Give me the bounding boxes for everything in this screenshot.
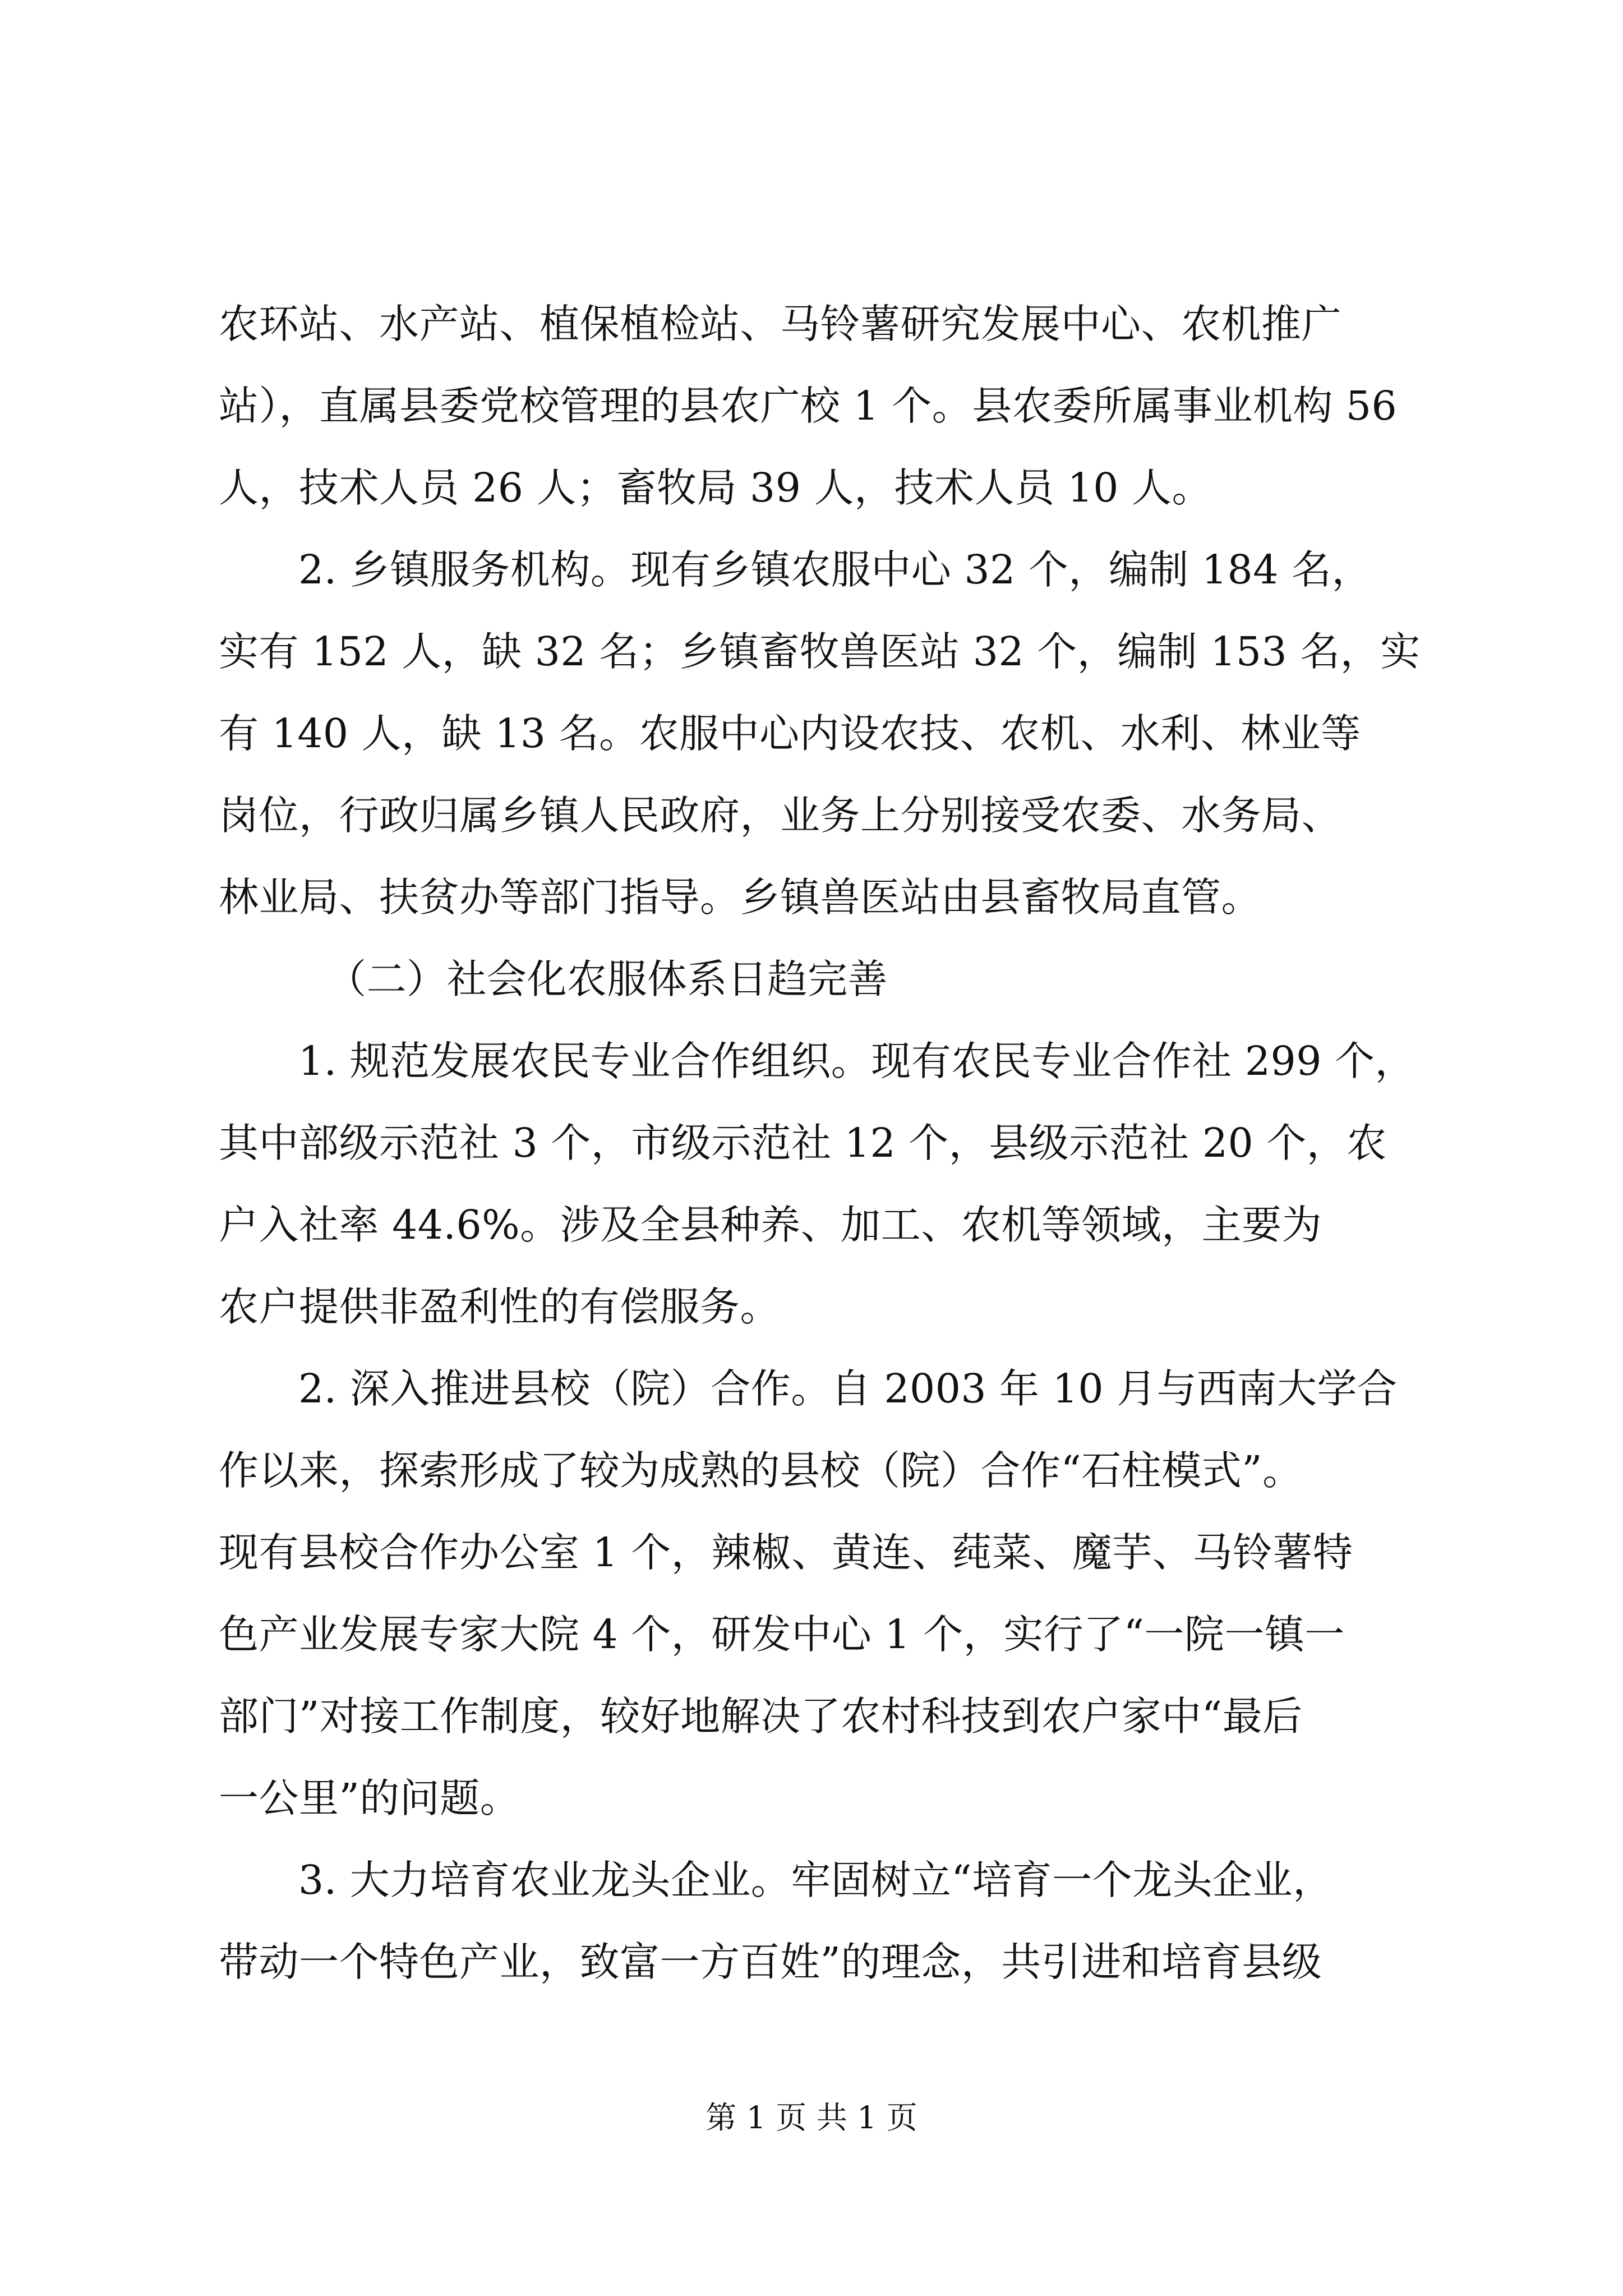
text-line: 3. 大力培育农业龙头企业。牢固树立“培育一个龙头企业， (298, 1857, 1333, 1903)
text-line: 农环站、水产站、植保植检站、马铃薯研究发展中心、农机推广 (219, 301, 1342, 347)
text-line: 作以来，探索形成了较为成熟的县校（院）合作“石柱模式”。 (219, 1447, 1303, 1494)
text-line: 1. 规范发展农民专业合作组织。现有农民专业合作社 299 个， (298, 1038, 1415, 1084)
text-line: 一公里”的问题。 (219, 1775, 520, 1821)
text-line: 岗位，行政归属乡镇人民政府，业务上分别接受农委、水务局、 (219, 792, 1342, 839)
text-line: 有 140 人，缺 13 名。农服中心内设农技、农机、水利、林业等 (219, 710, 1361, 757)
text-line: 现有县校合作办公室 1 个，辣椒、黄连、莼菜、魔芋、马铃薯特 (219, 1529, 1353, 1576)
text-line: 带动一个特色产业，致富一方百姓”的理念，共引进和培育县级 (219, 1939, 1322, 1985)
text-line: 实有 152 人，缺 32 名；乡镇畜牧兽医站 32 个，编制 153 名，实 (219, 628, 1421, 675)
text-line: 林业局、扶贫办等部门指导。乡镇兽医站由县畜牧局直管。 (219, 874, 1262, 921)
text-line: 户入社率 44.6%。涉及全县种养、加工、农机等领域，主要为 (219, 1202, 1322, 1248)
page-footer: 第 1 页 共 1 页 (706, 2100, 917, 2136)
text-line: 2. 深入推进县校（院）合作。自 2003 年 10 月与西南大学合 (298, 1365, 1398, 1412)
text-line: 站），直属县委党校管理的县农广校 1 个。县农委所属事业机构 56 (219, 383, 1398, 429)
text-line: 人，技术人员 26 人；畜牧局 39 人，技术人员 10 人。 (219, 464, 1212, 511)
text-line: 其中部级示范社 3 个，市级示范社 12 个，县级示范社 20 个，农 (219, 1120, 1387, 1166)
text-line: 农户提供非盈利性的有偿服务。 (219, 1283, 781, 1330)
text-line: 部门”对接工作制度，较好地解决了农村科技到农户家中“最后 (219, 1693, 1303, 1740)
text-line: （二）社会化农服体系日趋完善 (326, 956, 888, 1002)
text-line: 色产业发展专家大院 4 个，研发中心 1 个，实行了“一院一镇一 (219, 1611, 1345, 1658)
text-line: 2. 乡镇服务机构。现有乡镇农服中心 32 个，编制 184 名， (298, 546, 1372, 593)
body-text (219, 283, 1421, 2003)
